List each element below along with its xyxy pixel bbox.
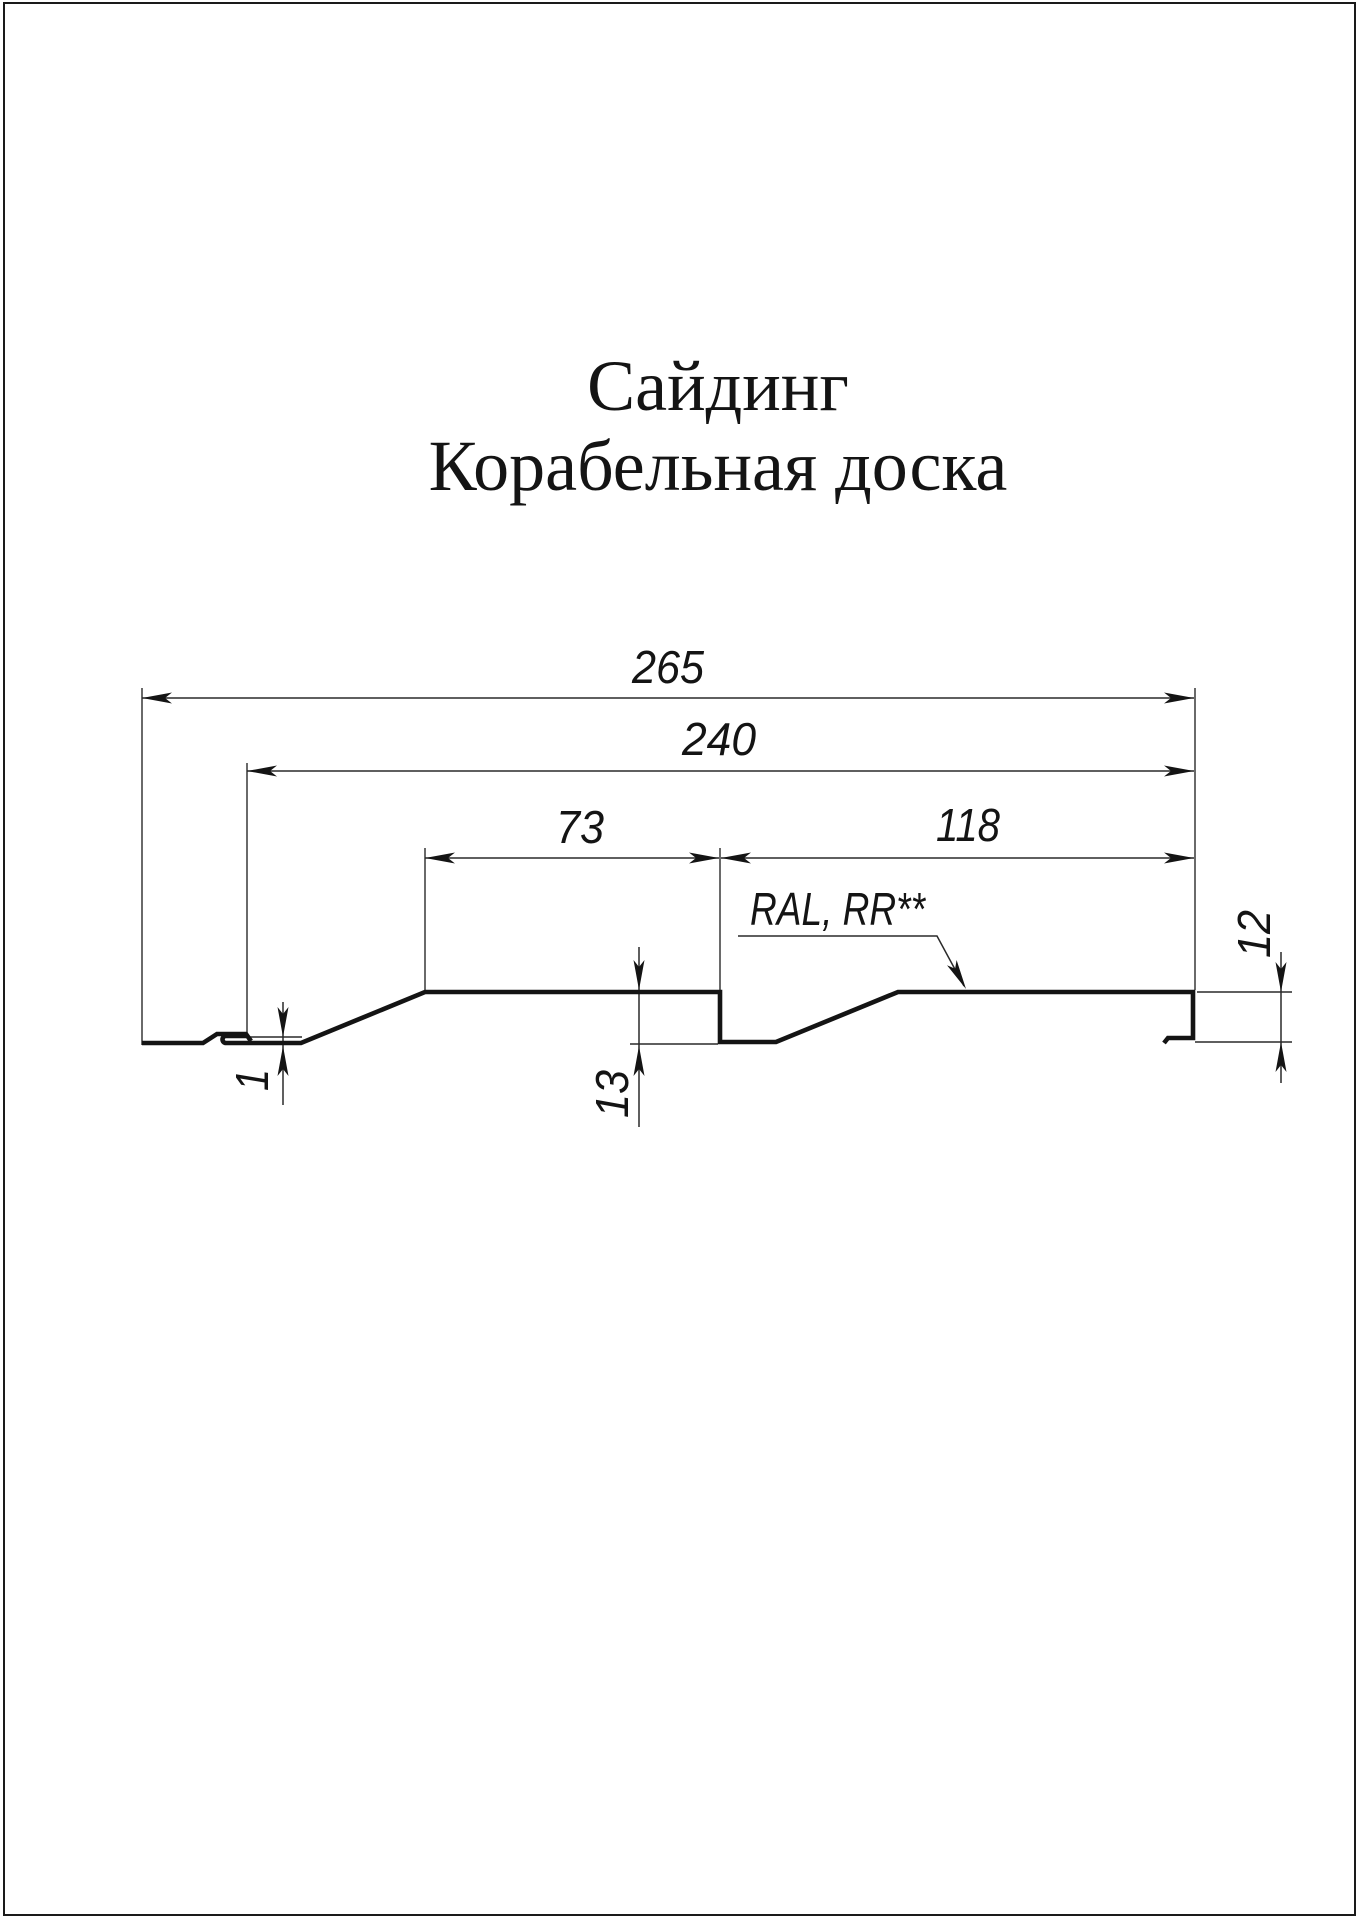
title-line-1: Сайдинг xyxy=(587,346,849,426)
dimension-label-1: 1 xyxy=(226,1065,278,1091)
ral-leader-line xyxy=(738,936,964,986)
dimension-label-73: 73 xyxy=(556,801,605,853)
dimension-label-240: 240 xyxy=(681,713,757,765)
coating-note-label: RAL, RR** xyxy=(750,883,927,935)
dimension-labels xyxy=(226,641,1280,1118)
dimension-label-118: 118 xyxy=(936,799,1001,851)
dimension-label-13: 13 xyxy=(586,1066,638,1118)
dimension-label-12: 12 xyxy=(1228,906,1280,958)
arrow-ral-leader xyxy=(947,960,966,989)
siding-profile-outline xyxy=(223,992,1194,1043)
profile-outlines xyxy=(142,992,1193,1043)
title-line-2: Корабельная доска xyxy=(428,426,1008,506)
dimension-label-265: 265 xyxy=(631,641,705,693)
